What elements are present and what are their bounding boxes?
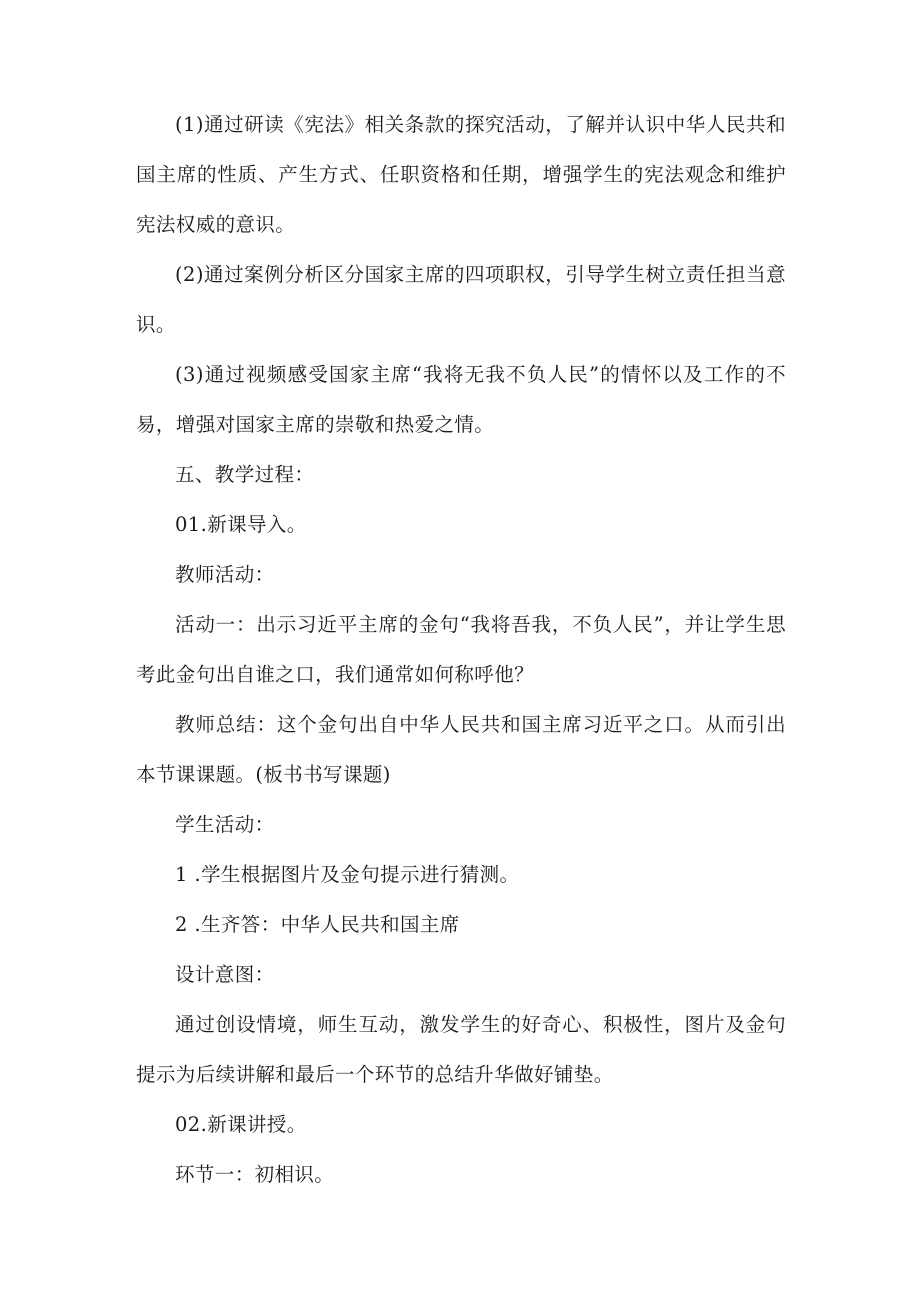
student-activity-item-1: 1 .学生根据图片及金句提示进行猜测。 — [175, 863, 520, 886]
student-activity-item-2: 2 .生齐答：中华人民共和国主席 — [175, 913, 460, 936]
objective-1-paragraph: (1)通过研读《宪法》相关条款的探究活动，了解并认识中华人民共和国主席的性质、产生方式、任职资格和任期，增强学生的宪法观念和维护宪法权威的意识。 — [136, 113, 786, 236]
subsection-heading-introduction: 01.新课导入。 — [175, 513, 307, 536]
design-intent-paragraph: 通过创设情境，师生互动，激发学生的好奇心、积极性，图片及金句提示为后续讲解和最后一个环节的总结升华做好铺垫。 — [136, 1013, 786, 1086]
objective-3-paragraph: (3)通过视频感受国家主席“我将无我不负人民”的情怀以及工作的不易，增强对国家主席的崇敬和热爱之情。 — [136, 363, 786, 436]
activity-one-paragraph: 活动一：出示习近平主席的金句“我将吾我，不负人民”，并让学生思考此金句出自谁之口，我们通常如何称呼他？ — [136, 613, 786, 686]
teacher-activity-label: 教师活动： — [175, 563, 275, 586]
student-activity-label: 学生活动： — [175, 813, 275, 836]
subsection-heading-new-lesson: 02.新课讲授。 — [175, 1113, 307, 1136]
design-intent-label: 设计意图： — [175, 963, 275, 986]
document-body — [136, 100, 786, 1200]
stage-one-heading: 环节一：初相识。 — [175, 1163, 335, 1186]
objective-2-paragraph: (2)通过案例分析区分国家主席的四项职权，引导学生树立责任担当意识。 — [136, 263, 786, 336]
section-heading-teaching-process: 五、教学过程： — [175, 463, 315, 486]
teacher-summary-paragraph: 教师总结：这个金句出自中华人民共和国主席习近平之口。从而引出本节课课题。(板书书写课题) — [136, 713, 786, 786]
